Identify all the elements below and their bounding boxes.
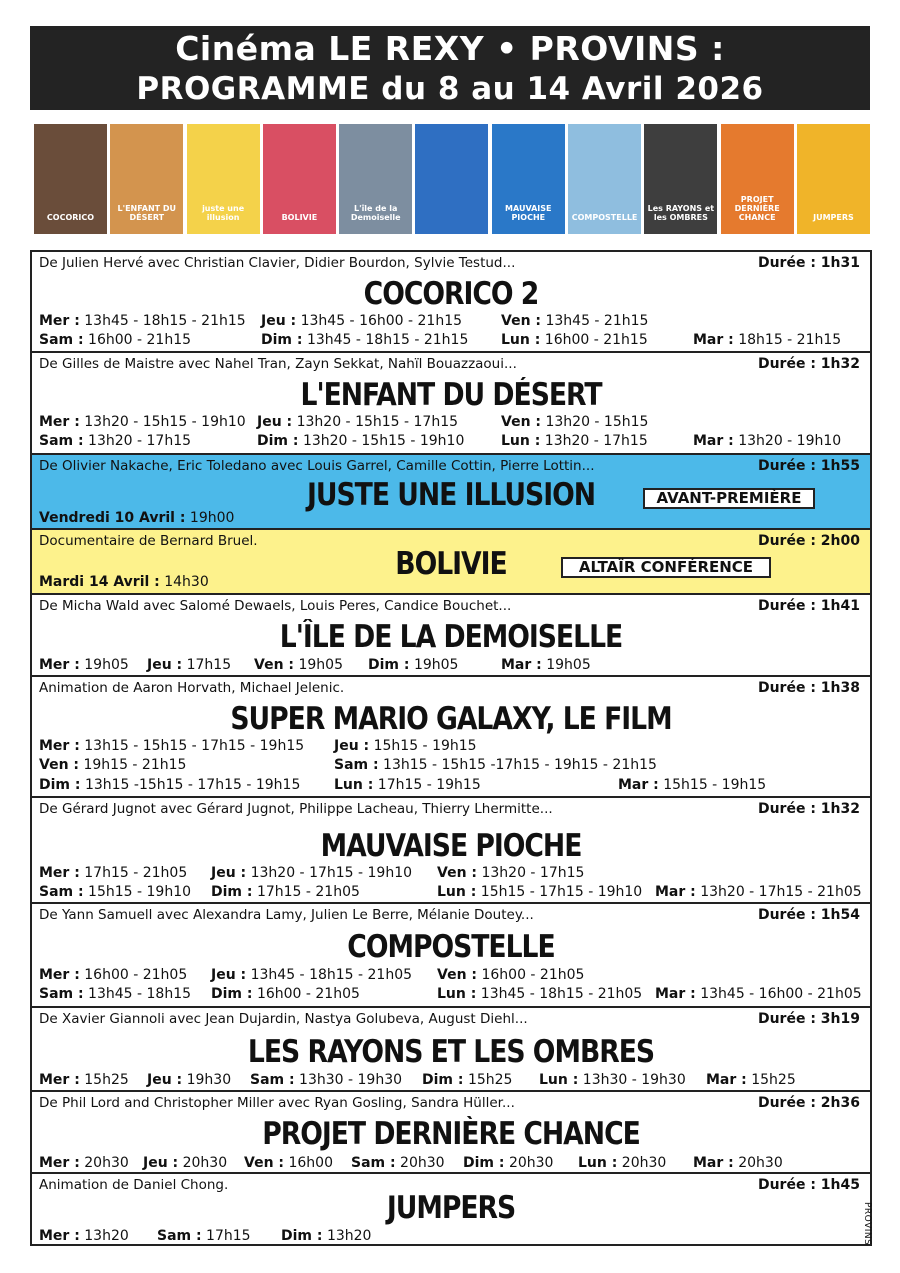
- movie-duration: Durée : 1h55: [757, 458, 860, 474]
- showtime-day: Ven :: [437, 967, 478, 983]
- movie-title: L'ÎLE DE LA DEMOISELLE: [279, 619, 623, 655]
- showtime-times: 17h15 - 21h05: [256, 884, 360, 900]
- showtime-times: 13h45 - 18h15: [88, 986, 192, 1002]
- showtime-day: Mer :: [39, 738, 80, 754]
- showtime-slot: [39, 738, 304, 755]
- showtime-day: Mar :: [655, 884, 696, 900]
- showtime-day: Mer :: [39, 1155, 80, 1171]
- showtime-day: Lun :: [334, 777, 374, 793]
- showtime-day: Sam :: [351, 1155, 396, 1171]
- showtime-slot: [655, 884, 862, 901]
- showtime-slot: [501, 433, 648, 450]
- showtime-times: 13h45 - 18h15 - 21h15: [306, 332, 469, 348]
- showtime-slot: [39, 777, 300, 794]
- showtime-day: Dim :: [422, 1072, 464, 1088]
- showtime-day: Sam :: [157, 1228, 202, 1244]
- showtime-day: Jeu :: [334, 738, 370, 754]
- movie-row: [32, 1008, 870, 1092]
- movie-title: MAUVAISE PIOCHE: [320, 828, 582, 864]
- showtime-day: Jeu :: [257, 414, 293, 430]
- showtime-day: Mar :: [706, 1072, 747, 1088]
- showtime-times: 19h30: [186, 1072, 232, 1088]
- showtime-times: 20h30: [400, 1155, 445, 1171]
- showtime-slot: [539, 1072, 686, 1089]
- header-line-2: PROGRAMME du 8 au 14 Avril 2026: [136, 71, 764, 107]
- movie-title: JUMPERS: [386, 1190, 516, 1226]
- showtime-slot: [39, 332, 191, 349]
- showtime-times: 13h45 - 18h15 - 21h05: [250, 967, 413, 983]
- poster-title: L'île de la Demoiselle: [350, 204, 401, 222]
- showtime-slot: [39, 433, 191, 450]
- showtime-times: 13h45 - 16h00 - 21h05: [700, 986, 862, 1002]
- showtime-day: Jeu :: [143, 1155, 179, 1171]
- showtime-times: 13h20: [326, 1228, 372, 1244]
- showtime-day: Mer :: [39, 865, 80, 881]
- vertical-footer-text: PROVINS: [862, 1202, 872, 1246]
- showtime-day: Ven :: [437, 865, 478, 881]
- showtime-day: Ven :: [244, 1155, 285, 1171]
- showtime-day: Dim :: [39, 777, 81, 793]
- showtime-times: 13h20 - 17h15: [544, 433, 648, 449]
- showtime-times: 13h20 - 17h15 - 21h05: [700, 884, 862, 900]
- showtime-day: Lun :: [578, 1155, 618, 1171]
- poster-title: Les RAYONS et les OMBRES: [647, 204, 715, 222]
- poster-title: PROJET DERNIÈRE CHANCE: [734, 195, 780, 222]
- movie-title: JUSTE UNE ILLUSION: [306, 477, 596, 513]
- showtime-day: Dim :: [257, 433, 299, 449]
- movie-poster: [339, 124, 412, 234]
- showtime-day: Mer :: [39, 967, 80, 983]
- showtime-day: Mer :: [39, 414, 80, 430]
- showtime-day: Mar :: [501, 657, 542, 673]
- movie-duration: Durée : 1h31: [757, 255, 860, 271]
- showtime-slot: [437, 865, 584, 882]
- showtime-slot: [261, 332, 468, 349]
- showtime-day: Ven :: [39, 757, 80, 773]
- movie-duration: Durée : 2h00: [757, 533, 860, 549]
- showtime-day: Jeu :: [211, 865, 247, 881]
- poster-title: MAUVAISE PIOCHE: [505, 204, 552, 222]
- movie-title: L'ENFANT DU DÉSERT: [300, 377, 602, 413]
- showtime-slot: [39, 1228, 129, 1245]
- showtime-times: 15h15 - 19h15: [373, 738, 477, 754]
- movie-row: [32, 530, 870, 595]
- showtime-times: 19h05: [413, 657, 459, 673]
- showtime-slot: [39, 757, 186, 774]
- showtime-slot: [261, 313, 462, 330]
- movie-title: LES RAYONS ET LES OMBRES: [247, 1034, 655, 1070]
- showtime-slot: [257, 414, 458, 431]
- movie-poster: [568, 124, 641, 234]
- movie-duration: Durée : 1h32: [757, 356, 860, 372]
- showtime-times: 13h15 - 15h15 -17h15 - 19h15 - 21h15: [383, 757, 657, 773]
- showtime-day: Jeu :: [147, 657, 183, 673]
- showtime-slot: [463, 1155, 553, 1172]
- showtime-slot: [693, 433, 841, 450]
- showtime-times: 13h20 - 19h10: [738, 433, 842, 449]
- showtime-slot: [157, 1228, 251, 1245]
- movie-credits: Animation de Daniel Chong.: [39, 1177, 229, 1193]
- showtime-slot: [501, 332, 648, 349]
- showtime-slot: [618, 777, 766, 794]
- movie-credits: Documentaire de Bernard Bruel.: [39, 533, 258, 549]
- movie-row: [32, 252, 870, 353]
- movie-duration: Durée : 1h45: [757, 1177, 860, 1193]
- special-showtime: [39, 510, 234, 527]
- showtime-day: Lun :: [501, 433, 541, 449]
- showtime-slot: [39, 865, 187, 882]
- movie-title: COCORICO 2: [363, 276, 539, 312]
- showtime-times: 16h00 - 21h05: [84, 967, 188, 983]
- schedule-table: [30, 250, 872, 1246]
- showtime-slot: [143, 1155, 227, 1172]
- showtime-slot: [39, 884, 191, 901]
- movie-duration: Durée : 1h32: [757, 801, 860, 817]
- showtime-day: Sam :: [39, 884, 84, 900]
- showtime-times: 19h15 - 21h15: [83, 757, 187, 773]
- movie-title: PROJET DERNIÈRE CHANCE: [262, 1116, 640, 1152]
- showtime-slot: [211, 967, 412, 984]
- showtime-times: 15h15 - 19h10: [88, 884, 192, 900]
- showtime-day: Dim :: [281, 1228, 323, 1244]
- showtime-times: 16h00 - 21h05: [256, 986, 360, 1002]
- showtime-day: Sam :: [334, 757, 379, 773]
- movie-credits: De Gilles de Maistre avec Nahel Tran, Zayn Sekkat, Nahïl Bouazzaoui...: [39, 356, 517, 372]
- showtime-day: Mar :: [693, 433, 734, 449]
- poster-title: JUMPERS: [813, 213, 854, 222]
- showtime-times: 19h05: [546, 657, 591, 673]
- showtime-times: 19h05: [298, 657, 343, 673]
- showtime-times: 15h25: [467, 1072, 513, 1088]
- showtime-day: Sam :: [39, 332, 84, 348]
- showtime-times: 17h15: [206, 1228, 251, 1244]
- showtime-times: 16h00: [288, 1155, 333, 1171]
- showtime-day: Mer :: [39, 1228, 80, 1244]
- showtime-day: Lun :: [437, 986, 477, 1002]
- showtime-times: 13h20 - 17h15: [481, 865, 585, 881]
- showtime-slot: [501, 414, 648, 431]
- movie-duration: Durée : 3h19: [757, 1011, 860, 1027]
- showtime-day: Lun :: [501, 332, 541, 348]
- movie-poster: [263, 124, 336, 234]
- event-badge: ALTAÏR CONFÉRENCE: [561, 557, 771, 578]
- showtime-times: 13h45 - 18h15 - 21h05: [480, 986, 643, 1002]
- showtime-day: Mar :: [655, 986, 696, 1002]
- showtime-slot: [211, 884, 360, 901]
- showtime-day: Jeu :: [147, 1072, 183, 1088]
- showtime-day: Jeu :: [261, 313, 297, 329]
- movie-row: [32, 1174, 870, 1246]
- showtime-slot: [39, 414, 246, 431]
- showtime-day: Mar :: [693, 332, 734, 348]
- showtime-day: Mer :: [39, 1072, 80, 1088]
- movie-row: [32, 904, 870, 1008]
- showtime-times: 17h15: [186, 657, 232, 673]
- showtime-day: Ven :: [501, 414, 542, 430]
- special-showtime: [39, 574, 209, 591]
- showtime-times: 13h20 - 17h15: [88, 433, 192, 449]
- showtime-times: 13h20: [84, 1228, 129, 1244]
- movie-poster: [187, 124, 260, 234]
- showtime-slot: [437, 967, 584, 984]
- movie-row: [32, 455, 870, 530]
- showtime-slot: [706, 1072, 796, 1089]
- showtime-times: 19h05: [84, 657, 129, 673]
- movie-row: [32, 1092, 870, 1174]
- showtime-day: Lun :: [539, 1072, 579, 1088]
- showtime-slot: [693, 1155, 783, 1172]
- poster-title: BOLIVIE: [281, 213, 318, 222]
- movie-poster: [492, 124, 565, 234]
- showtime-times: 13h20 - 15h15: [545, 414, 649, 430]
- movie-duration: Durée : 2h36: [757, 1095, 860, 1111]
- showtime-slot: [39, 313, 246, 330]
- showtime-slot: [368, 657, 458, 674]
- movie-credits: De Phil Lord and Christopher Miller avec Ryan Gosling, Sandra Hüller...: [39, 1095, 515, 1111]
- showtime-day: Ven :: [254, 657, 295, 673]
- movie-duration: Durée : 1h38: [757, 680, 860, 696]
- showtime-times: 16h00 - 21h05: [481, 967, 585, 983]
- showtime-day: Mer :: [39, 657, 80, 673]
- movie-title: SUPER MARIO GALAXY, LE FILM: [230, 701, 672, 737]
- showtime-times: 20h30: [508, 1155, 554, 1171]
- showtime-slot: [422, 1072, 512, 1089]
- poster-strip: [34, 124, 870, 234]
- showtime-slot: [437, 986, 642, 1003]
- showtime-slot: [211, 865, 412, 882]
- movie-poster: [797, 124, 870, 234]
- event-badge: AVANT-PREMIÈRE: [643, 488, 815, 509]
- showtime-times: 13h20 - 17h15 - 19h10: [250, 865, 413, 881]
- movie-credits: De Xavier Giannoli avec Jean Dujardin, Nastya Golubeva, August Diehl...: [39, 1011, 528, 1027]
- showtime-times: 15h15 - 17h15 - 19h10: [480, 884, 643, 900]
- showtime-times: 13h20 - 15h15 - 19h10: [302, 433, 465, 449]
- showtime-day: Sam :: [39, 433, 84, 449]
- showtime-day: Ven :: [501, 313, 542, 329]
- showtime-slot: [655, 986, 862, 1003]
- showtime-times: 17h15 - 19h15: [377, 777, 481, 793]
- movie-credits: De Yann Samuell avec Alexandra Lamy, Julien Le Berre, Mélanie Doutey...: [39, 907, 534, 923]
- header-line-1: Cinéma LE REXY • PROVINS :: [175, 29, 725, 68]
- showtime-slot: [250, 1072, 402, 1089]
- movie-credits: De Gérard Jugnot avec Gérard Jugnot, Philippe Lacheau, Thierry Lhermitte...: [39, 801, 553, 817]
- showtime-day: Sam :: [39, 986, 84, 1002]
- showtime-times: 20h30: [84, 1155, 129, 1171]
- movie-poster: [721, 124, 794, 234]
- showtime-day: Dim :: [368, 657, 410, 673]
- showtime-slot: [281, 1228, 371, 1245]
- movie-poster: [415, 124, 488, 234]
- poster-title: L'ENFANT DU DÉSERT: [117, 204, 177, 222]
- showtime-day: Lun :: [437, 884, 477, 900]
- movie-row: [32, 798, 870, 904]
- showtime-times: 20h30: [621, 1155, 667, 1171]
- movie-poster: [34, 124, 107, 234]
- showtime-slot: [147, 657, 231, 674]
- showtime-slot: [39, 967, 187, 984]
- showtime-slot: [39, 657, 129, 674]
- showtime-times: 13h15 -15h15 - 17h15 - 19h15: [84, 777, 301, 793]
- showtime-slot: [254, 657, 343, 674]
- showtime-times: 13h45 - 21h15: [545, 313, 649, 329]
- movie-duration: Durée : 1h54: [757, 907, 860, 923]
- movie-poster: [110, 124, 183, 234]
- showtime-day: Mar :: [618, 777, 659, 793]
- showtime-day: Dim :: [211, 884, 253, 900]
- showtime-times: 16h00 - 21h15: [88, 332, 192, 348]
- special-day: Vendredi 10 Avril :: [39, 510, 186, 526]
- showtime-slot: [211, 986, 360, 1003]
- poster-title: COMPOSTELLE: [571, 213, 638, 222]
- showtime-slot: [437, 884, 642, 901]
- movie-row: [32, 677, 870, 798]
- special-time: 19h00: [189, 510, 235, 526]
- showtime-slot: [39, 1155, 129, 1172]
- showtime-slot: [39, 1072, 129, 1089]
- showtime-times: 16h00 - 21h15: [544, 332, 648, 348]
- showtime-times: 20h30: [182, 1155, 228, 1171]
- showtime-times: 17h15 - 21h05: [84, 865, 188, 881]
- special-day: Mardi 14 Avril :: [39, 574, 160, 590]
- showtime-day: Mar :: [693, 1155, 734, 1171]
- showtime-times: 18h15 - 21h15: [738, 332, 842, 348]
- movie-title: COMPOSTELLE: [347, 929, 555, 965]
- showtime-slot: [257, 433, 464, 450]
- movie-poster: [644, 124, 717, 234]
- showtime-slot: [334, 738, 477, 755]
- movie-credits: De Olivier Nakache, Eric Toledano avec Louis Garrel, Camille Cottin, Pierre Lottin...: [39, 458, 595, 474]
- showtime-slot: [693, 332, 841, 349]
- showtime-times: 13h30 - 19h30: [582, 1072, 686, 1088]
- showtime-slot: [578, 1155, 666, 1172]
- showtime-slot: [334, 757, 657, 774]
- showtime-times: 13h20 - 15h15 - 17h15: [296, 414, 459, 430]
- poster-title: COCORICO: [46, 213, 95, 222]
- showtime-slot: [501, 313, 648, 330]
- showtime-slot: [244, 1155, 333, 1172]
- showtime-times: 20h30: [738, 1155, 783, 1171]
- movie-duration: Durée : 1h41: [757, 598, 860, 614]
- showtime-slot: [147, 1072, 231, 1089]
- movie-credits: De Micha Wald avec Salomé Dewaels, Louis Peres, Candice Bouchet...: [39, 598, 512, 614]
- movie-row: [32, 353, 870, 455]
- showtime-slot: [351, 1155, 445, 1172]
- showtime-times: 15h25: [84, 1072, 129, 1088]
- showtime-day: Jeu :: [211, 967, 247, 983]
- movie-credits: Animation de Aaron Horvath, Michael Jelenic.: [39, 680, 345, 696]
- showtime-slot: [39, 986, 191, 1003]
- movie-credits: De Julien Hervé avec Christian Clavier, Didier Bourdon, Sylvie Testud...: [39, 255, 516, 271]
- showtime-times: 13h45 - 18h15 - 21h15: [84, 313, 246, 329]
- showtime-slot: [501, 657, 591, 674]
- movie-row: [32, 595, 870, 677]
- showtime-day: Dim :: [211, 986, 253, 1002]
- special-time: 14h30: [164, 574, 209, 590]
- program-header: [30, 26, 870, 110]
- showtime-slot: [334, 777, 481, 794]
- showtime-times: 15h15 - 19h15: [663, 777, 767, 793]
- showtime-times: 13h20 - 15h15 - 19h10: [84, 414, 246, 430]
- showtime-times: 15h25: [751, 1072, 796, 1088]
- movie-title: BOLIVIE: [395, 546, 507, 582]
- showtime-day: Dim :: [261, 332, 303, 348]
- showtime-day: Sam :: [250, 1072, 295, 1088]
- showtime-times: 13h30 - 19h30: [299, 1072, 403, 1088]
- showtime-day: Dim :: [463, 1155, 505, 1171]
- poster-title: juste une illusion: [202, 204, 245, 222]
- showtime-times: 13h45 - 16h00 - 21h15: [300, 313, 463, 329]
- showtime-day: Mer :: [39, 313, 80, 329]
- showtime-times: 13h15 - 15h15 - 17h15 - 19h15: [84, 738, 305, 754]
